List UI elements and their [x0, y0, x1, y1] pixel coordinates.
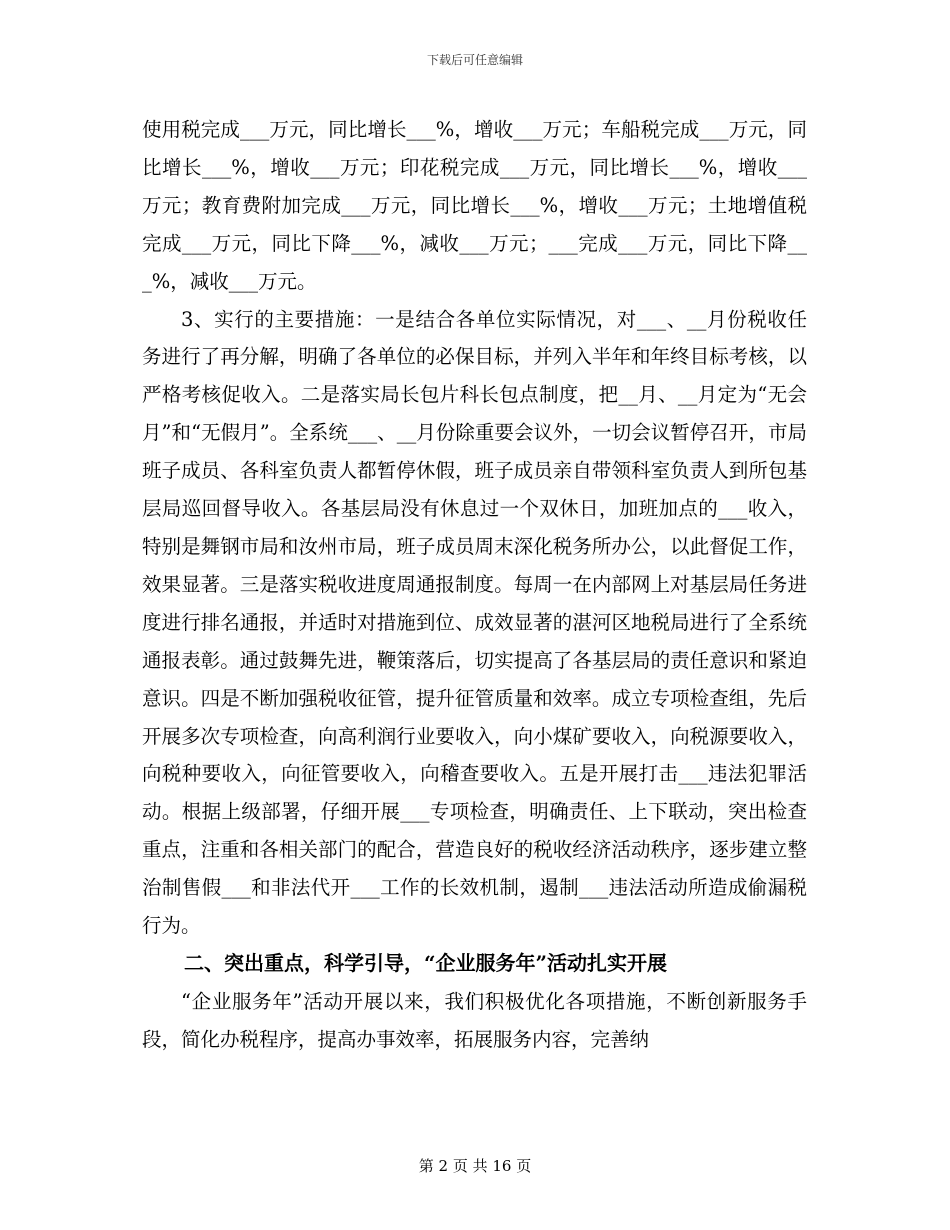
paragraph-main-measures: 3、实行的主要措施：一是结合各单位实际情况，对___、__月份税收任务进行了再分解，明确了各单位的必保目标，并列入半年和年终目标考核，以严格考核促收入。二是落实局长包片科长包点制度，把__月、__月定为“无会月”和“无假月”。全系统___、__月份除重要会议外，一切会议暂停召开，市局班子成员、各科室负责人都暂停休假，班子成员亲自带领科室负责人到所包基层局巡回督导收入。各基层局没有休息过一个双休日，加班加点的___收入，特别是舞钢市局和汝州市局，班子成员周末深化税务所办公，以此督促工作，效果显著。三是落实税收进度周通报制度。每周一在内部网上对基层局任务进度进行排名通报，并适时对措施到位、成效显著的湛河区地税局进行了全系统通报表彰。通过鼓舞先进，鞭策落后，切实提高了各基层局的责任意识和紧迫意识。四是不断加强税收征管，提升征管质量和效率。成立专项检查组，先后开展多次专项检查，向高利润行业要收入，向小煤矿要收入，向税源要收入，向税种要收入，向征管要收入，向稽查要收入。五是开展打击___违法犯罪活动。根据上级部署，仔细开展___专项检查，明确责任、上下联动，突出检查重点，注重和各相关部门的配合，营造良好的税收经济活动秩序，逐步建立整治制售假___和非法代开___工作的长效机制，遏制___违法活动所造成偷漏税行为。 — [142, 307, 807, 938]
page-header: 下载后可任意编辑 — [426, 53, 523, 67]
page-number: 第 2 页 共 16 页 — [418, 1157, 532, 1175]
section-heading: 二、突出重点，科学引导，“企业服务年”活动扎实开展 — [184, 950, 668, 975]
paragraph-tax-results: 使用税完成___万元，同比增长___%，增收___万元；车船税完成___万元，同比增长___%，增收___万元；印花税完成___万元，同比增长___%，增收___万元；教育费附加完成___万元，同比增长___%，增收___万元；土地增值税完成___万元，同比下降___%，减收___万元；___完成___万元，同比下降___%，减收___万元。 — [142, 118, 807, 293]
paragraph-enterprise-service: “企业服务年”活动开展以来，我们积极优化各项措施，不断创新服务手段，简化办税程序，提高办事效率，拓展服务内容，完善纳 — [142, 989, 807, 1051]
document-body — [142, 111, 807, 1059]
